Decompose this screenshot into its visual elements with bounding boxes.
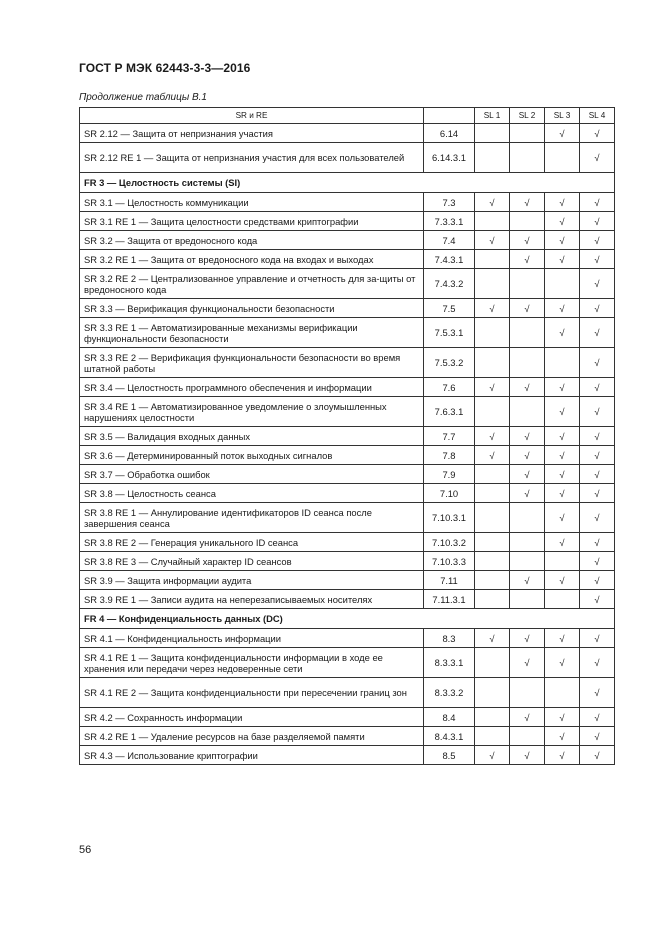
requirement-label: SR 3.3 — Верификация функциональности безопасности (80, 299, 424, 318)
requirement-label: SR 3.2 RE 1 — Защита от вредоносного кода на входах и выходах (80, 250, 424, 269)
clause-number: 7.9 (424, 465, 475, 484)
sl3-check (545, 590, 580, 609)
clause-number: 7.5.3.1 (424, 318, 475, 348)
sl3-check (545, 269, 580, 299)
sl4-check: √ (580, 231, 615, 250)
clause-number: 7.7 (424, 427, 475, 446)
sl1-check (475, 269, 510, 299)
requirement-label: SR 4.2 — Сохранность информации (80, 708, 424, 727)
clause-number: 7.10 (424, 484, 475, 503)
col-header-sr-re: SR и RE (80, 108, 424, 124)
sl3-check: √ (545, 484, 580, 503)
sl1-check (475, 143, 510, 173)
sl1-check: √ (475, 446, 510, 465)
requirement-label: SR 3.5 — Валидация входных данных (80, 427, 424, 446)
sl3-check: √ (545, 427, 580, 446)
sl4-check: √ (580, 378, 615, 397)
sl1-check (475, 533, 510, 552)
sl3-check: √ (545, 378, 580, 397)
sl2-check (510, 678, 545, 708)
sl2-check: √ (510, 648, 545, 678)
sl4-check: √ (580, 708, 615, 727)
sl2-check: √ (510, 250, 545, 269)
table-row (80, 397, 615, 427)
sl1-check (475, 465, 510, 484)
requirement-label: SR 3.1 — Целостность коммуникации (80, 193, 424, 212)
page-number: 56 (79, 844, 92, 856)
clause-number: 7.5.3.2 (424, 348, 475, 378)
clause-number: 7.4.3.1 (424, 250, 475, 269)
clause-number: 7.6.3.1 (424, 397, 475, 427)
sl4-check: √ (580, 746, 615, 765)
sl1-check (475, 708, 510, 727)
requirement-label: SR 3.6 — Детерминированный поток выходных сигналов (80, 446, 424, 465)
sl4-check: √ (580, 533, 615, 552)
requirement-label: SR 3.9 — Защита информации аудита (80, 571, 424, 590)
clause-number: 8.4.3.1 (424, 727, 475, 746)
sl1-check (475, 124, 510, 143)
sl2-check: √ (510, 484, 545, 503)
table-row (80, 250, 615, 269)
table-row (80, 446, 615, 465)
sl3-check: √ (545, 250, 580, 269)
requirement-label: SR 2.12 — Защита от непризнания участия (80, 124, 424, 143)
table-row (80, 484, 615, 503)
sl1-check (475, 552, 510, 571)
table-row (80, 552, 615, 571)
requirement-label: SR 2.12 RE 1 — Защита от непризнания участия для всех пользователей (80, 143, 424, 173)
table-continuation-caption: Продолжение таблицы В.1 (79, 92, 207, 103)
table-row (80, 648, 615, 678)
requirement-label: SR 4.1 RE 1 — Защита конфиденциальности информации в ходе ее хранения или передачи через недоверенные сети (80, 648, 424, 678)
sl3-check: √ (545, 231, 580, 250)
sl1-check (475, 318, 510, 348)
sl4-check: √ (580, 503, 615, 533)
sl3-check: √ (545, 629, 580, 648)
section-title: FR 3 — Целостность системы (SI) (80, 173, 615, 193)
clause-number: 8.3 (424, 629, 475, 648)
sl1-check (475, 348, 510, 378)
sl4-check: √ (580, 427, 615, 446)
sl2-check: √ (510, 231, 545, 250)
clause-number: 7.10.3.3 (424, 552, 475, 571)
section-header-row (80, 173, 615, 193)
requirement-label: SR 4.1 — Конфиденциальность информации (80, 629, 424, 648)
sl2-check (510, 533, 545, 552)
sl1-check (475, 250, 510, 269)
sl4-check: √ (580, 571, 615, 590)
sl2-check (510, 590, 545, 609)
sl1-check (475, 590, 510, 609)
sl2-check (510, 143, 545, 173)
sl2-check: √ (510, 629, 545, 648)
sl1-check (475, 727, 510, 746)
sl2-check: √ (510, 193, 545, 212)
sl2-check: √ (510, 571, 545, 590)
sl2-check (510, 727, 545, 746)
requirement-label: SR 3.2 — Защита от вредоносного кода (80, 231, 424, 250)
sl4-check: √ (580, 552, 615, 571)
clause-number: 7.4.3.2 (424, 269, 475, 299)
sl4-check: √ (580, 193, 615, 212)
sl4-check: √ (580, 250, 615, 269)
sl1-check (475, 571, 510, 590)
sl4-check: √ (580, 124, 615, 143)
sl4-check: √ (580, 629, 615, 648)
sl3-check: √ (545, 446, 580, 465)
table-row (80, 571, 615, 590)
sl4-check: √ (580, 727, 615, 746)
requirement-label: SR 3.8 RE 1 — Аннулирование идентификаторов ID сеанса после завершения сеанса (80, 503, 424, 533)
clause-number: 8.3.3.2 (424, 678, 475, 708)
sl3-check: √ (545, 299, 580, 318)
table-row (80, 503, 615, 533)
sl2-check: √ (510, 427, 545, 446)
table-row (80, 193, 615, 212)
clause-number: 7.10.3.1 (424, 503, 475, 533)
clause-number: 7.4 (424, 231, 475, 250)
table-row (80, 746, 615, 765)
col-header-sl2: SL 2 (510, 108, 545, 124)
table-row (80, 348, 615, 378)
table-row (80, 427, 615, 446)
sl3-check (545, 552, 580, 571)
table-row (80, 231, 615, 250)
sl4-check: √ (580, 397, 615, 427)
requirement-label: SR 4.3 — Использование криптографии (80, 746, 424, 765)
col-header-sl4: SL 4 (580, 108, 615, 124)
requirement-label: SR 3.9 RE 1 — Записи аудита на неперезаписываемых носителях (80, 590, 424, 609)
sl3-check: √ (545, 193, 580, 212)
clause-number: 8.4 (424, 708, 475, 727)
requirement-label: SR 3.8 — Целостность сеанса (80, 484, 424, 503)
sl1-check (475, 484, 510, 503)
sl3-check: √ (545, 727, 580, 746)
sl3-check (545, 143, 580, 173)
clause-number: 8.3.3.1 (424, 648, 475, 678)
sl4-check: √ (580, 484, 615, 503)
requirement-label: SR 3.4 RE 1 — Автоматизированное уведомление о злоумышленных нарушениях целостности (80, 397, 424, 427)
sl4-check: √ (580, 269, 615, 299)
sl4-check: √ (580, 465, 615, 484)
sl2-check (510, 552, 545, 571)
sl4-check: √ (580, 648, 615, 678)
table-row (80, 299, 615, 318)
sl3-check: √ (545, 503, 580, 533)
section-header-row (80, 609, 615, 629)
sl4-check: √ (580, 318, 615, 348)
sl3-check: √ (545, 318, 580, 348)
sl3-check: √ (545, 571, 580, 590)
table-row (80, 378, 615, 397)
requirements-table (79, 107, 615, 765)
clause-number: 7.11.3.1 (424, 590, 475, 609)
clause-number: 7.10.3.2 (424, 533, 475, 552)
requirement-label: SR 3.8 RE 3 — Случайный характер ID сеансов (80, 552, 424, 571)
clause-number: 7.11 (424, 571, 475, 590)
requirement-label: SR 3.8 RE 2 — Генерация уникального ID сеанса (80, 533, 424, 552)
table-row (80, 465, 615, 484)
sl3-check: √ (545, 124, 580, 143)
sl3-check: √ (545, 465, 580, 484)
table-row (80, 629, 615, 648)
sl3-check: √ (545, 648, 580, 678)
sl2-check: √ (510, 746, 545, 765)
sl3-check: √ (545, 533, 580, 552)
sl1-check: √ (475, 427, 510, 446)
clause-number: 7.5 (424, 299, 475, 318)
table-row (80, 678, 615, 708)
sl2-check: √ (510, 299, 545, 318)
sl2-check (510, 503, 545, 533)
sl2-check: √ (510, 708, 545, 727)
table-row (80, 124, 615, 143)
clause-number: 7.3.3.1 (424, 212, 475, 231)
sl4-check: √ (580, 446, 615, 465)
col-header-sl3: SL 3 (545, 108, 580, 124)
sl3-check: √ (545, 746, 580, 765)
sl3-check: √ (545, 212, 580, 231)
sl2-check (510, 318, 545, 348)
clause-number: 7.3 (424, 193, 475, 212)
sl2-check (510, 397, 545, 427)
sl2-check (510, 348, 545, 378)
table-row (80, 143, 615, 173)
table-row (80, 533, 615, 552)
requirement-label: SR 4.1 RE 2 — Защита конфиденциальности при пересечении границ зон (80, 678, 424, 708)
document-title: ГОСТ Р МЭК 62443-3-3—2016 (79, 61, 251, 75)
sl3-check (545, 348, 580, 378)
requirement-label: SR 4.2 RE 1 — Удаление ресурсов на базе разделяемой памяти (80, 727, 424, 746)
sl2-check: √ (510, 446, 545, 465)
sl1-check: √ (475, 629, 510, 648)
sl3-check (545, 678, 580, 708)
col-header-sl1: SL 1 (475, 108, 510, 124)
table-row (80, 727, 615, 746)
table-row (80, 212, 615, 231)
sl2-check (510, 124, 545, 143)
sl1-check (475, 678, 510, 708)
sl4-check: √ (580, 590, 615, 609)
sl1-check (475, 397, 510, 427)
table-row (80, 269, 615, 299)
requirement-label: SR 3.4 — Целостность программного обеспечения и информации (80, 378, 424, 397)
sl1-check (475, 648, 510, 678)
sl2-check (510, 212, 545, 231)
sl4-check: √ (580, 212, 615, 231)
table-header-row (80, 108, 615, 124)
sl2-check: √ (510, 465, 545, 484)
sl4-check: √ (580, 143, 615, 173)
clause-number: 7.6 (424, 378, 475, 397)
requirement-label: SR 3.2 RE 2 — Централизованное управление и отчетность для за-щиты от вредоносного кода (80, 269, 424, 299)
clause-number: 6.14 (424, 124, 475, 143)
col-header-clause (424, 108, 475, 124)
sl1-check: √ (475, 299, 510, 318)
clause-number: 7.8 (424, 446, 475, 465)
sl1-check: √ (475, 378, 510, 397)
sl4-check: √ (580, 678, 615, 708)
clause-number: 8.5 (424, 746, 475, 765)
requirement-label: SR 3.3 RE 2 — Верификация функциональности безопасности во время штатной работы (80, 348, 424, 378)
clause-number: 6.14.3.1 (424, 143, 475, 173)
sl3-check: √ (545, 708, 580, 727)
sl1-check: √ (475, 746, 510, 765)
sl2-check (510, 269, 545, 299)
requirement-label: SR 3.1 RE 1 — Защита целостности средствами криптографии (80, 212, 424, 231)
sl1-check: √ (475, 231, 510, 250)
section-title: FR 4 — Конфиденциальность данных (DC) (80, 609, 615, 629)
sl4-check: √ (580, 348, 615, 378)
sl3-check: √ (545, 397, 580, 427)
table-row (80, 590, 615, 609)
sl1-check (475, 503, 510, 533)
requirement-label: SR 3.7 — Обработка ошибок (80, 465, 424, 484)
sl1-check: √ (475, 193, 510, 212)
table-row (80, 318, 615, 348)
sl2-check: √ (510, 378, 545, 397)
sl4-check: √ (580, 299, 615, 318)
table-row (80, 708, 615, 727)
requirement-label: SR 3.3 RE 1 — Автоматизированные механизмы верификации функциональности безопасности (80, 318, 424, 348)
sl1-check (475, 212, 510, 231)
